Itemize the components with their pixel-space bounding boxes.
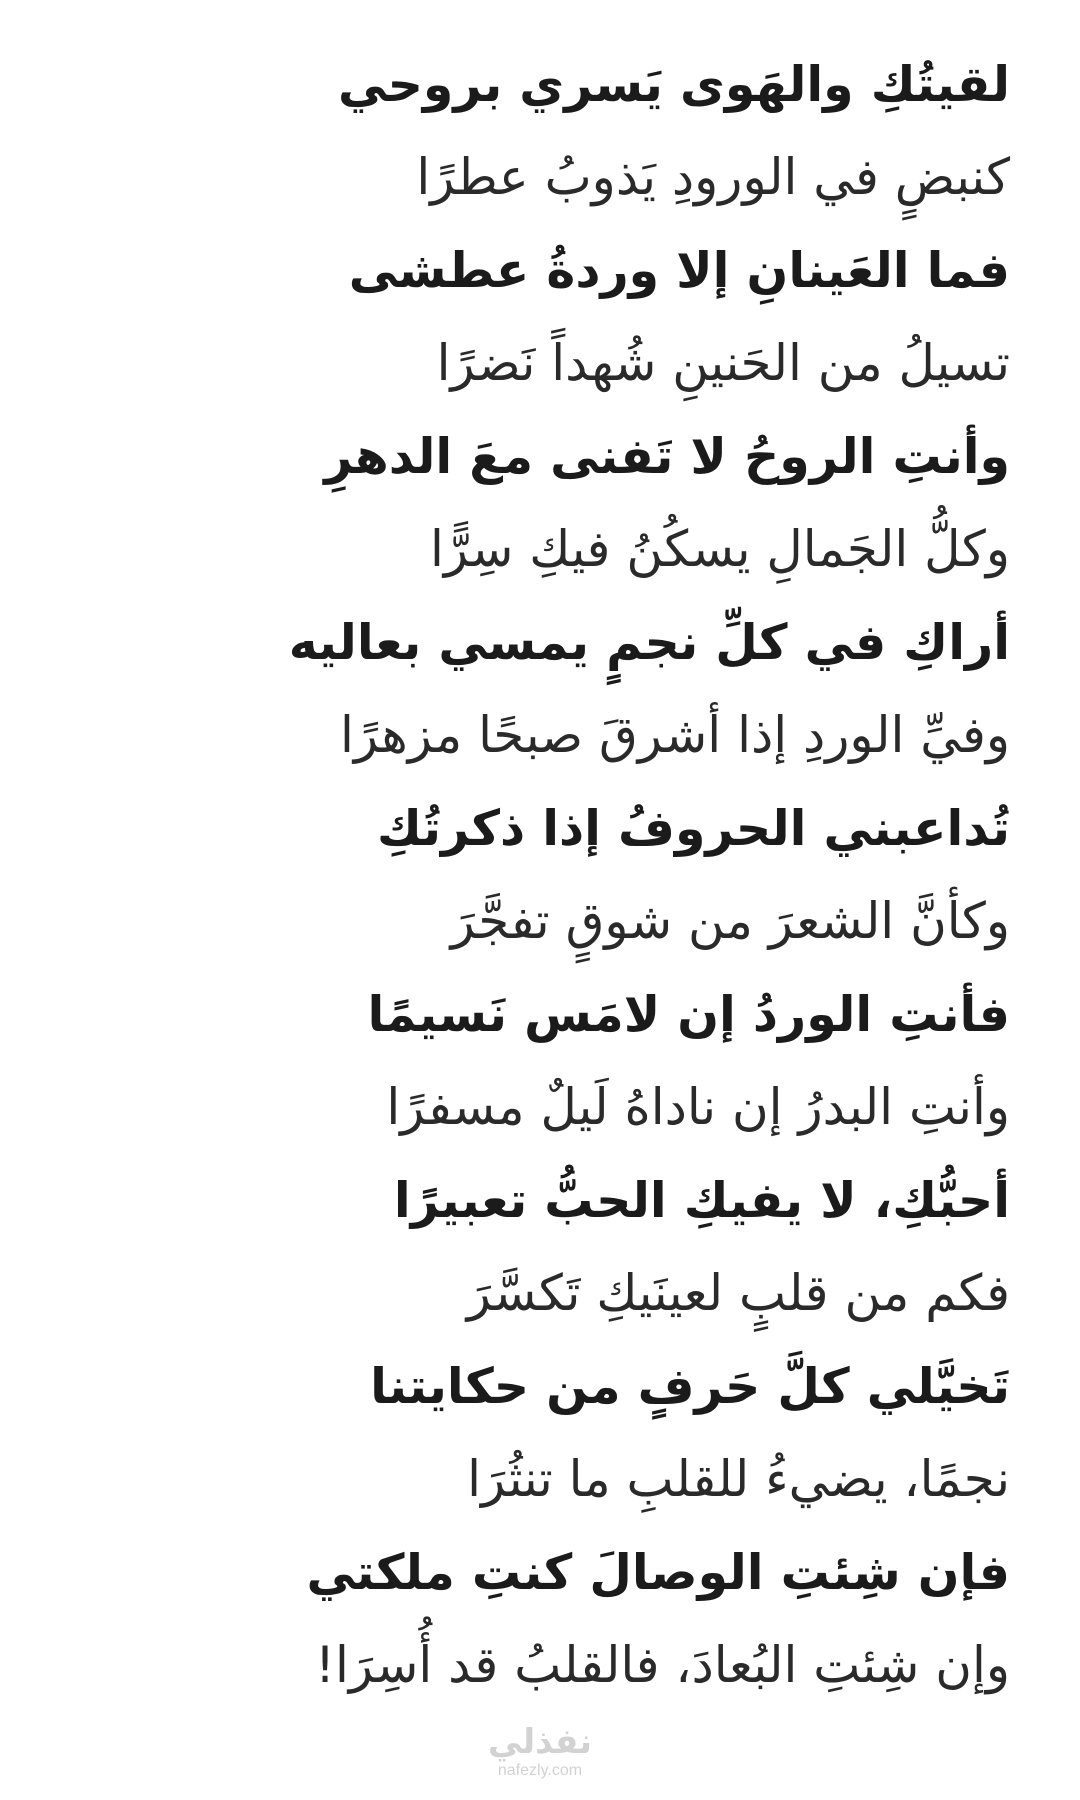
poem-line-6: وكلُّ الجَمالِ يسكُنُ فيكِ سِرًّا [430, 520, 1010, 578]
poem-line-3: فما العَينانِ إلا وردةُ عطشى [348, 242, 1010, 299]
poem-line-10: وكأنَّ الشعرَ من شوقٍ تفجَّرَ [450, 892, 1010, 950]
watermark [0, 1722, 1080, 1780]
poem-line-17: فإن شِئتِ الوصالَ كنتِ ملكتي [306, 1544, 1010, 1601]
poem-line-18: وإن شِئتِ البُعادَ، فالقلبُ قد أُسِرَا! [314, 1636, 1010, 1694]
watermark-logo: نفذلي [487, 1722, 593, 1762]
poem-line-15: تَخيَّلي كلَّ حَرفٍ من حكايتنا [370, 1358, 1010, 1415]
poem-container [50, 38, 1010, 1712]
watermark-url: nafezly.com [497, 1762, 583, 1779]
poem-line-4: تسيلُ من الحَنينِ شُهداً نَضرًا [436, 334, 1010, 392]
poem-line-5: وأنتِ الروحُ لا تَفنى معَ الدهرِ [324, 428, 1010, 485]
poem-line-8: وفيِّ الوردِ إذا أشرقَ صبحًا مزهرًا [339, 706, 1010, 764]
poem-line-9: تُداعبني الحروفُ إذا ذكرتُكِ [377, 800, 1010, 857]
poem-line-1: لقيتُكِ والهَوى يَسري بروحي [338, 56, 1010, 113]
poem-line-7: أراكِ في كلِّ نجمٍ يمسي بعاليه [288, 614, 1010, 671]
poem-line-14: فكم من قلبٍ لعينَيكِ تَكسَّرَ [466, 1264, 1010, 1322]
poem-line-2: كنبضٍ في الورودِ يَذوبُ عطرًا [416, 148, 1010, 206]
poem-line-13: أحبُّكِ، لا يفيكِ الحبُّ تعبيرًا [393, 1172, 1010, 1229]
poem-line-11: فأنتِ الوردُ إن لامَس نَسيمًا [367, 986, 1010, 1043]
poem-line-12: وأنتِ البدرُ إن ناداهُ لَيلٌ مسفرًا [386, 1078, 1010, 1136]
poem-line-16: نجمًا، يضيءُ للقلبِ ما تنثُرَا [467, 1450, 1010, 1508]
